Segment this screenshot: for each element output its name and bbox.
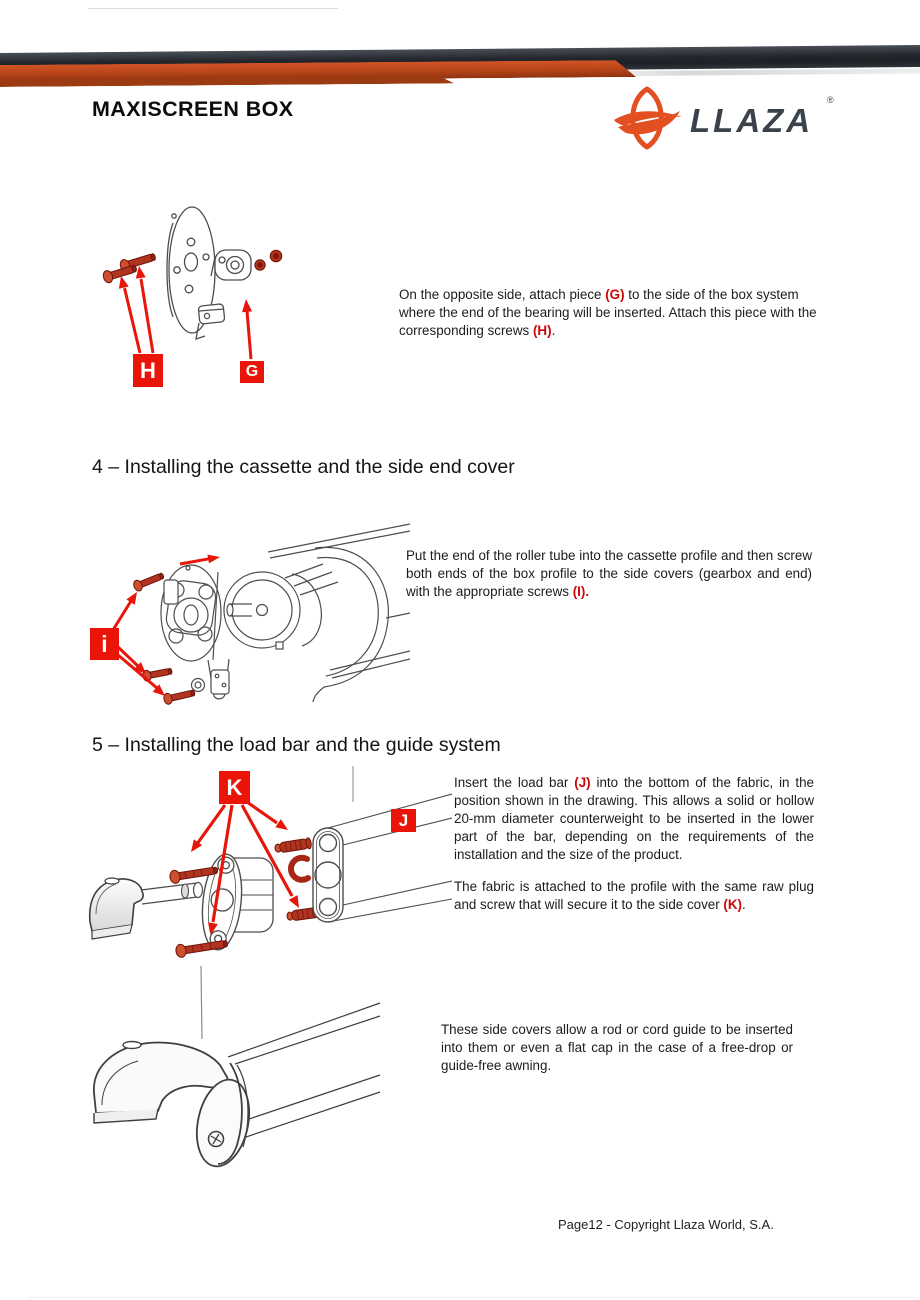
heading-step5: 5 – Installing the load bar and the guide system [92, 734, 501, 756]
load-bar-profile-drawing [313, 766, 452, 922]
ref-h: (H) [532, 323, 552, 338]
text-run: Put the end of the roller tube into the cassette profile and then screw both ends of the box profile to the side covers (gearbox and end) with the appropriate screws [406, 548, 812, 599]
callout-label-k: K [219, 771, 250, 804]
step3-paragraph [399, 286, 829, 340]
text-run: On the opposite side, attach piece [399, 287, 606, 302]
page-footer: Page12 - Copyright Llaza World, S.A. [558, 1217, 774, 1232]
llaza-wordmark: LLAZA [690, 102, 814, 139]
illustration-step3-exploded [95, 190, 310, 395]
callout-label-j: J [391, 809, 416, 832]
text-run: into the bottom of the fabric, in the position shown in the drawing. This allows a solid or hollow 20-mm diameter counterweight to be inserted in the lower part of the bar, depending on the requirements of the installation and the size of the product. [454, 775, 814, 862]
side-cover-cap-drawing [90, 878, 203, 939]
text-run: to the side of the box system where the end of the bearing will be inserted. Attach this piece with the corresponding screws [399, 287, 817, 338]
step5-paragraph-1 [454, 774, 814, 864]
heading-step4: 4 – Installing the cassette and the side end cover [92, 456, 515, 478]
brand-logo [614, 86, 854, 154]
text-run: Insert the load bar [454, 775, 575, 790]
roller-tube-drawing [224, 564, 338, 649]
illustration-step4-exploded [80, 520, 410, 720]
page-title: MAXISCREEN BOX [92, 97, 294, 121]
text-run: . [551, 323, 556, 338]
ref-i: (I). [572, 584, 590, 599]
ref-k: (K) [723, 897, 743, 912]
cover-plate-drawing [198, 852, 273, 951]
llaza-emblem-icon [614, 89, 682, 147]
c-clip [291, 858, 308, 880]
text-run: . [742, 897, 746, 912]
step5-paragraph-3 [441, 1021, 793, 1075]
step5-paragraph-2 [454, 878, 814, 914]
step4-paragraph [406, 547, 812, 601]
ref-g: (G) [605, 287, 625, 302]
illustration-step5-exploded [80, 762, 452, 967]
assembled-bar-drawing [94, 966, 380, 1171]
side-plate-drawing [167, 207, 251, 339]
piece-g-bracket [215, 250, 251, 280]
gearbox-plate-drawing [161, 565, 229, 699]
ref-j: (J) [574, 775, 591, 790]
top-hairline [88, 8, 338, 9]
callout-label-g: G [240, 361, 264, 383]
text-run: These side covers allow a rod or cord guide to be inserted into them or even a flat cap in the case of a free-drop or guide-free awning. [441, 1022, 793, 1073]
illustration-step5-assembled [80, 963, 390, 1173]
callout-label-h: H [133, 354, 163, 387]
text-run: The fabric is attached to the profile with the same raw plug and screw that will secure it to the side cover [454, 879, 814, 912]
registered-mark: ® [827, 95, 834, 105]
bottom-hairline [28, 1297, 918, 1298]
callout-label-i: i [90, 628, 119, 660]
